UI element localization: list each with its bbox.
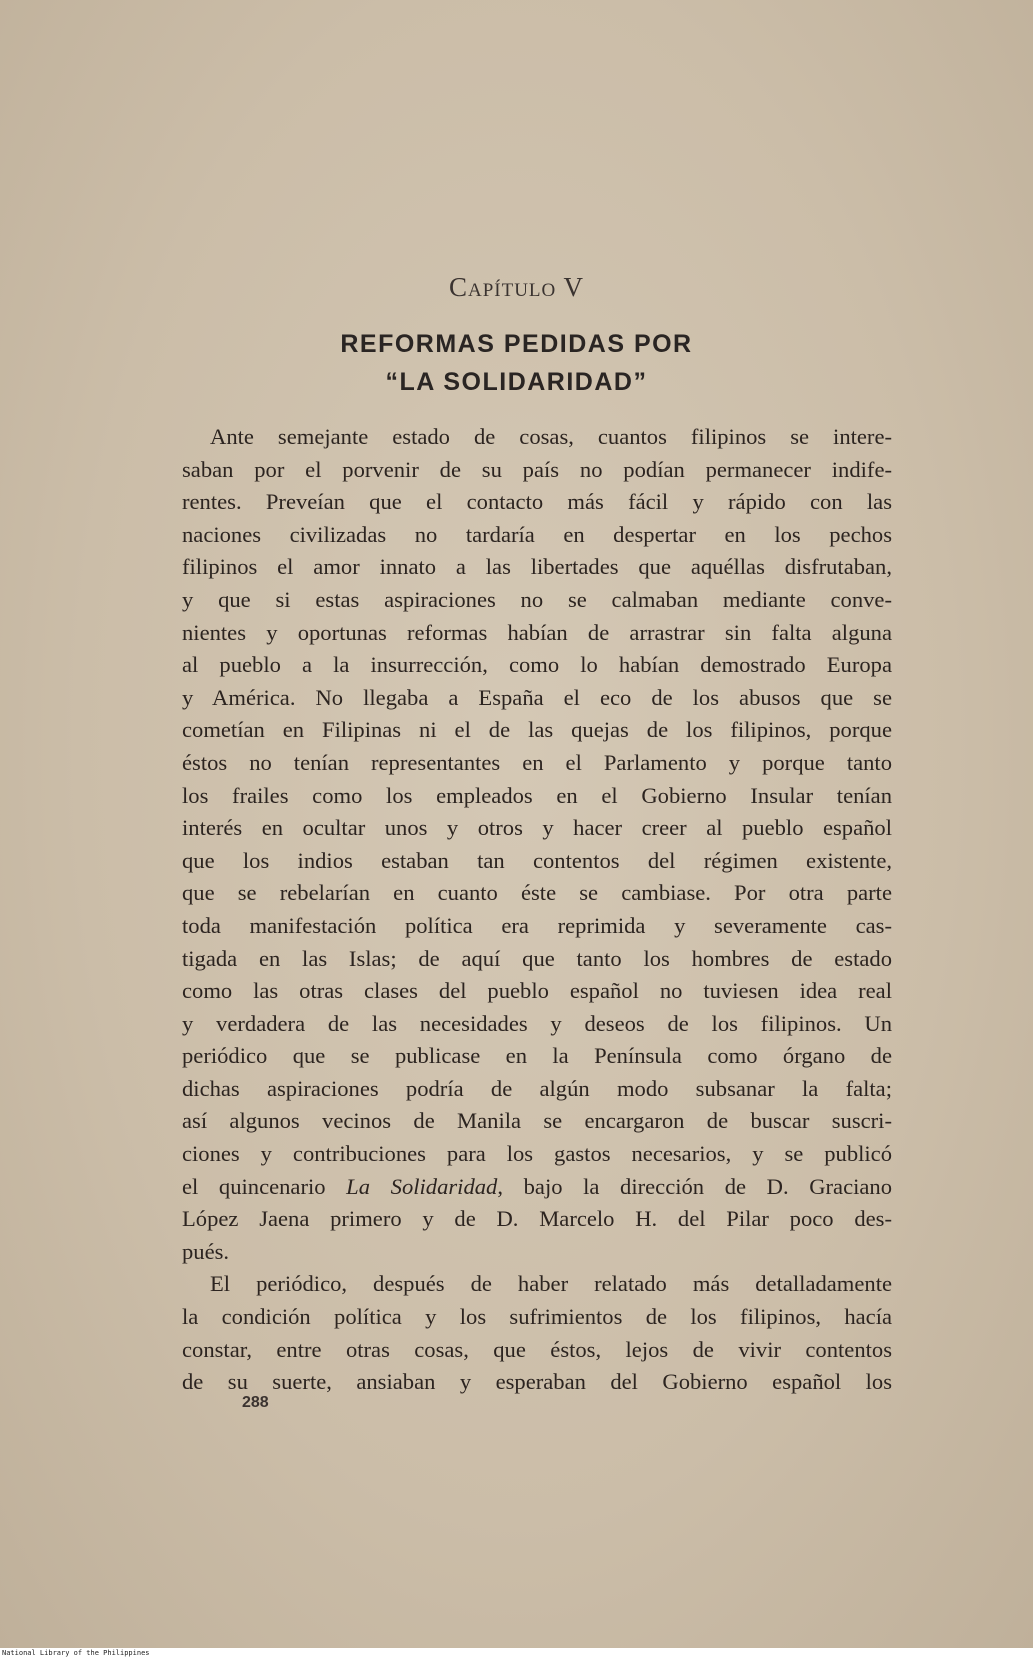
text-line: cometían en Filipinas ni el de las quejas de los filipinos, porque [182, 717, 892, 743]
text-line: éstos no tenían representantes en el Parlamento y porque tanto [182, 749, 892, 775]
text-line: naciones civilizadas no tardaría en despertar en los pechos [182, 521, 892, 547]
text-segment: el quincenario [182, 1173, 347, 1199]
text-line: que los indios estaban tan contentos del régimen existente, [182, 847, 892, 873]
footer-strip [0, 1648, 1033, 1658]
text-line: interés en ocultar unos y otros y hacer creer al pueblo español [182, 815, 892, 841]
text-line: la condición política y los sufrimientos de los filipinos, hacía [182, 1304, 892, 1330]
text-line: al pueblo a la insurrección, como lo habían demostrado Europa [182, 652, 892, 678]
text-line: los frailes como los empleados en el Gobierno Insular tenían [182, 782, 892, 808]
text-line: dichas aspiraciones podría de algún modo subsanar la falta; [182, 1075, 892, 1101]
text-line: y que si estas aspiraciones no se calmaban mediante conve- [182, 586, 892, 612]
chapter-title [0, 325, 1033, 401]
text-line: de su suerte, ansiaban y esperaban del Gobierno español los [182, 1369, 892, 1395]
text-line: rentes. Preveían que el contacto más fácil y rápido con las [182, 489, 892, 515]
newspaper-title: La Solidaridad [346, 1173, 498, 1199]
text-line: El periódico, después de haber relatado más detalladamente [210, 1271, 892, 1297]
body-text [182, 421, 892, 1399]
text-segment: , bajo la dirección de D. Graciano [497, 1173, 893, 1199]
page-number: 288 [242, 1394, 269, 1411]
text-line: tigada en las Islas; de aquí que tanto los hombres de estado [182, 945, 892, 971]
text-line: y verdadera de las necesidades y deseos de los filipinos. Un [182, 1010, 892, 1036]
text-line: filipinos el amor innato a las libertades que aquéllas disfrutaban, [182, 554, 892, 580]
text-line: López Jaena primero y de D. Marcelo H. del Pilar poco des- [182, 1206, 892, 1232]
text-line: Ante semejante estado de cosas, cuantos filipinos se intere- [210, 424, 892, 449]
chapter-heading: Capítulo V [448, 272, 585, 302]
text-line: ciones y contribuciones para los gastos necesarios, y se publicó [182, 1141, 892, 1167]
text-line-with-italic [182, 1171, 892, 1204]
title-line-1: REFORMAS PEDIDAS POR [340, 330, 693, 358]
text-line: como las otras clases del pueblo español no tuviesen idea real [182, 978, 892, 1004]
footer-credit: National Library of the Philippines [2, 1649, 150, 1657]
text-line: constar, entre otras cosas, que éstos, lejos de vivir contentos [182, 1336, 892, 1362]
text-line: y América. No llegaba a España el eco de los abusos que se [182, 684, 892, 710]
text-line: que se rebelarían en cuanto éste se cambiase. Por otra parte [182, 880, 892, 906]
text-line: pués. [182, 1238, 230, 1264]
text-line: nientes y oportunas reformas habían de arrastrar sin falta alguna [182, 619, 892, 645]
text-line: periódico que se publicase en la Península como órgano de [182, 1043, 892, 1069]
text-line: saban por el porvenir de su país no podían permanecer indife- [182, 456, 892, 482]
text-line: toda manifestación política era reprimida y severamente cas- [182, 912, 892, 938]
title-line-2: “LA SOLIDARIDAD” [385, 368, 648, 396]
text-line: así algunos vecinos de Manila se encargaron de buscar suscri- [182, 1108, 892, 1134]
